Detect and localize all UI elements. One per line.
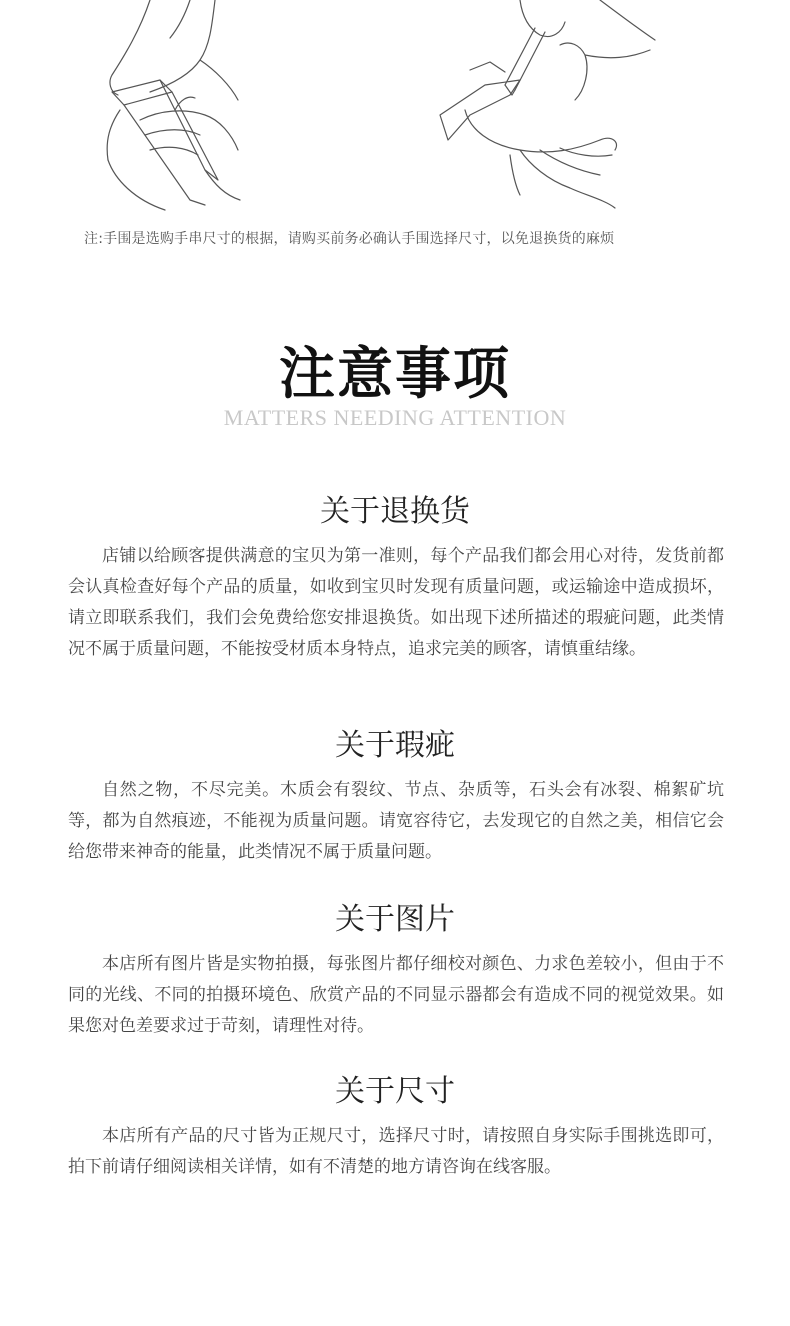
section-body-photos: 本店所有图片皆是实物拍摄，每张图片都仔细校对颜色、力求色差较小，但由于不同的光线、不同的拍摄环境色、欣赏产品的不同显示器都会有造成不同的视觉效果。如果您对色差要求过于苛刻，请理性对待。 <box>68 954 724 1036</box>
page-title: 注意事项 <box>279 341 511 407</box>
wrist-measuring-illustration <box>0 0 790 215</box>
section-heading-flaws: 关于瑕疵 <box>335 728 455 763</box>
right-hand-drawing <box>440 0 655 208</box>
section-body-sizes: 本店所有产品的尺寸皆为正规尺寸，选择尺寸时，请按照自身实际手围挑选即可，拍下前请仔细阅读相关详情，如有不清楚的地方请咨询在线客服。 <box>68 1126 724 1177</box>
section-body-flaws: 自然之物，不尽完美。木质会有裂纹、节点、杂质等，石头会有冰裂、棉絮矿坑等，都为自然痕迹，不能视为质量问题。请宽容待它，去发现它的自然之美，相信它会给您带来神奇的能量，此类情况不属于质量问题。 <box>68 780 724 862</box>
section-heading-sizes: 关于尺寸 <box>335 1074 455 1109</box>
section-body-returns: 店铺以给顾客提供满意的宝贝为第一准则，每个产品我们都会用心对待，发货前都会认真检查好每个产品的质量，如收到宝贝时发现有质量问题，或运输途中造成损坏，请立即联系我们，我们会免费给您安排退换货。如出现下述所描述的瑕疵问题，此类情况不属于质量问题，不能按受材质本身特点，追求完美的顾客，请慎重结缘。 <box>68 546 724 659</box>
section-heading-returns: 关于退换货 <box>320 494 470 529</box>
left-hand-drawing <box>107 0 240 210</box>
page-subtitle: MATTERS NEEDING ATTENTION <box>223 405 567 430</box>
wrist-size-note: 注:手围是选购手串尺寸的根据，请购买前务必确认手围选择尺寸，以免退换货的麻烦 <box>84 231 615 247</box>
section-heading-photos: 关于图片 <box>335 902 455 937</box>
